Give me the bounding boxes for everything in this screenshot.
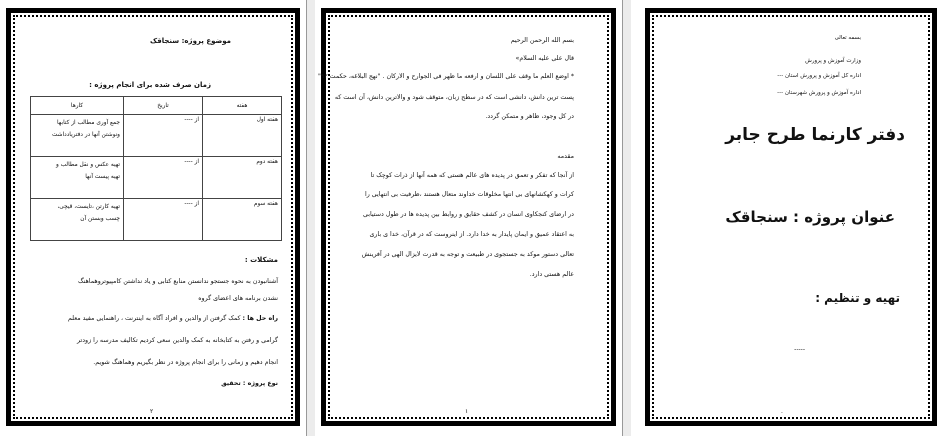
- solution-line: انجام دهیم و زمانی را برای انجام پروژه در نظر بگیریم وهماهنگ شویم.: [93, 359, 278, 366]
- task-line: تهیه پیست آنها: [85, 174, 120, 181]
- quote-line: * اوضع العلم ما وقف علی اللسان و ارفعه ما ظهر فی الجوارح و الارکان . "نهج البلاغه، حکمت ۹۲": [317, 73, 574, 80]
- intro-line: در ارضای کنجکاوی انسان در کشف حقایق و روابط بین پدیده ها در طول دستیابی: [362, 211, 574, 218]
- ministry: وزارت آموزش و پرورش: [805, 58, 861, 64]
- middle-page: [315, 0, 622, 436]
- table-header-date: تاریخ: [124, 97, 203, 115]
- task-line: جمع آوری مطالب از کتابها: [57, 120, 120, 126]
- solutions-paragraph: [68, 316, 278, 322]
- problem-line: نشدن برنامه های اعضای گروه: [198, 295, 278, 302]
- scrollbar-middle[interactable]: [622, 0, 631, 436]
- task-line: تهیه عکس و نقل مطالب و: [55, 162, 120, 168]
- prepared-by: تهیه و تنظیم :: [815, 291, 900, 305]
- task-line: چسب وبستن آن: [80, 216, 120, 223]
- page-number: ۲: [150, 408, 154, 415]
- left-page: [0, 0, 306, 436]
- week-cell: هفته سوم: [203, 199, 282, 241]
- project-topic: موضوع پروژه: سنجاقک: [150, 37, 231, 45]
- intro-line: تعالی دستور موکد به جستجوی در طبیعت و توجه به قدرت لایزال الهی در آفرینش: [361, 251, 574, 258]
- tasks-cell: [31, 199, 124, 241]
- tasks-cell: [31, 115, 124, 157]
- date-cell: از ----: [124, 115, 203, 157]
- table-header-week: هفته: [203, 97, 282, 115]
- quote-line: قال علی علیه السلام»: [515, 55, 574, 62]
- page-number: ۱: [465, 408, 469, 415]
- table-row: [31, 157, 282, 199]
- date-cell: از ----: [124, 157, 203, 199]
- tasks-cell: [31, 157, 124, 199]
- scrollbar-left[interactable]: [306, 0, 315, 436]
- blank-line: -----: [794, 346, 805, 353]
- bismillah: بسم الله الرحمن الرحیم: [510, 37, 574, 44]
- project-type: نوع پروژه : تحقیق: [221, 380, 278, 387]
- week-cell: هفته اول: [203, 115, 282, 157]
- notebook-title: دفتر کارنما طرح جابر: [725, 125, 905, 145]
- table-row: [31, 199, 282, 241]
- intro-line: کرات و کهکشانهای بی انتها مخلوقات خداوند متعال هستند ،ظرفیت بی انتهایی را: [364, 191, 574, 198]
- problem-line: آشنانبودن به نحوه جستجو ندانستن منابع کتابی و یاد نداشتن کامپیوتروهماهنگ: [77, 278, 278, 285]
- right-page: [631, 0, 945, 436]
- page-number: .: [781, 408, 783, 415]
- office-line: اداره آموزش و پرورش شهرستان ---: [777, 90, 861, 96]
- project-title: عنوان پروژه : سنجاقک: [725, 208, 895, 226]
- solutions-label: راه حل ها :: [242, 315, 278, 322]
- task-line: تهیه کارتن ،تایست، قیچی،: [57, 204, 120, 210]
- intro-line: عالم هستی دارد.: [529, 271, 574, 278]
- week-cell: هفته دوم: [203, 157, 282, 199]
- intro-heading: مقدمه: [557, 153, 574, 160]
- quote-line: پست ترین دانش، دانشی است که در سطح زبان، متوقف شود و والاترین دانش، آن است که: [334, 94, 574, 101]
- quote-line: در کل وجود، ظاهر و متمکن گردد.: [485, 113, 574, 120]
- solution-line: گرامی و رفتن به کتابخانه به کمک والدین سعی کردیم تکالیف مدرسه را زودتر: [77, 337, 278, 344]
- table-row: [31, 115, 282, 157]
- time-heading: زمان صرف شده برای انجام پروژه :: [89, 81, 211, 89]
- header-title: بسمه تعالی: [834, 35, 861, 41]
- intro-line: از آنجا که تفکر و تعمق در پدیده های عالم هستی که همه آنها از ذرات کوچک تا: [370, 172, 574, 179]
- problems-heading: مشکلات :: [244, 256, 278, 264]
- date-cell: از ----: [124, 199, 203, 241]
- intro-line: به اعتقاد عمیق و ایمان پایدار به خدا دارد. از اینروست که در قرآن، خدا ی باری: [369, 231, 574, 238]
- table-header-tasks: کارها: [31, 97, 124, 115]
- table-header-row: [31, 97, 282, 115]
- solution-line: کمک گرفتن از والدین و افراد آگاه به اینترنت ، راهنمایی مفید معلم: [67, 315, 241, 322]
- office-line: اداره کل آموزش و پرورش استان ---: [777, 73, 861, 79]
- task-line: ونوشتن آنها در دفتریادداشت: [51, 132, 120, 139]
- work-table: [30, 96, 282, 241]
